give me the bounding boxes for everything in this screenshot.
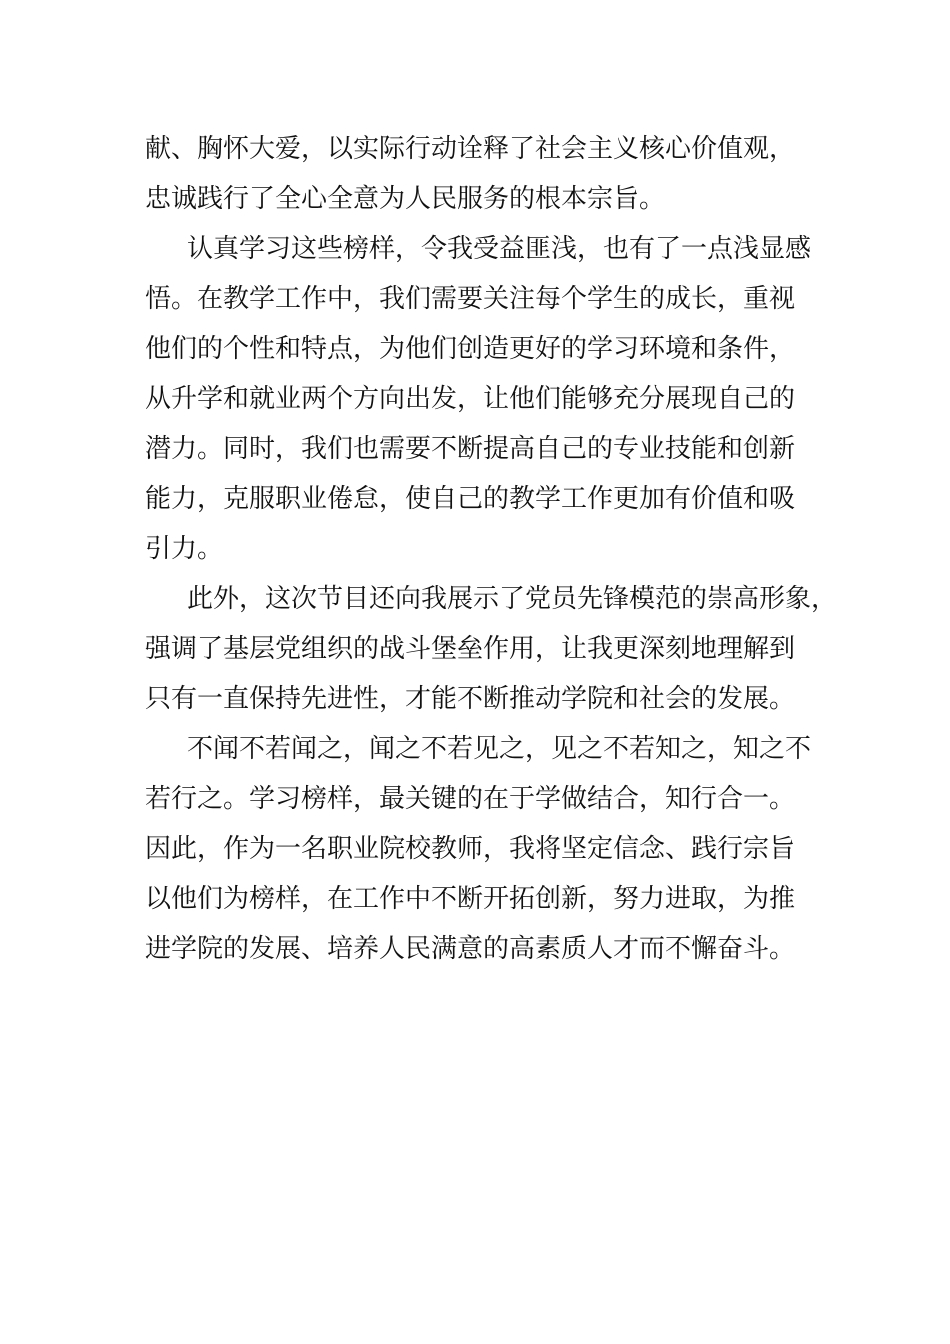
paragraph-line: 献、胸怀大爱，以实际行动诠释了社会主义核心价值观，: [145, 134, 796, 164]
paragraph-line: 以他们为榜样，在工作中不断开拓创新，努力进取，为推: [145, 884, 796, 914]
paragraph-line: 强调了基层党组织的战斗堡垒作用，让我更深刻地理解到: [145, 634, 796, 664]
paragraph-line: 若行之。学习榜样，最关键的在于学做结合，知行合一。: [145, 784, 796, 814]
paragraph-line: 因此，作为一名职业院校教师，我将坚定信念、践行宗旨: [145, 834, 796, 864]
paragraph-line: 只有一直保持先进性，才能不断推动学院和社会的发展。: [145, 684, 796, 714]
paragraph-line: 忠诚践行了全心全意为人民服务的根本宗旨。: [145, 184, 666, 214]
paragraph-line: 不闻不若闻之，闻之不若见之，见之不若知之，知之不: [187, 734, 812, 764]
paragraph-line: 能力，克服职业倦怠，使自己的教学工作更加有价值和吸: [145, 484, 796, 514]
paragraph-line: 潜力。同时，我们也需要不断提高自己的专业技能和创新: [145, 434, 796, 464]
paragraph-line: 悟。在教学工作中，我们需要关注每个学生的成长，重视: [145, 284, 796, 314]
paragraph-line: 他们的个性和特点，为他们创造更好的学习环境和条件，: [145, 334, 796, 364]
paragraph-line: 引力。: [145, 534, 224, 564]
paragraph-line: 进学院的发展、培养人民满意的高素质人才而不懈奋斗。: [145, 934, 796, 964]
paragraph-line: 从升学和就业两个方向出发，让他们能够充分展现自己的: [145, 384, 796, 414]
paragraph-line: 此外，这次节目还向我展示了党员先锋模范的崇高形象，: [187, 584, 838, 614]
paragraph-line: 认真学习这些榜样，令我受益匪浅，也有了一点浅显感: [187, 234, 812, 264]
document-body: [145, 124, 838, 974]
